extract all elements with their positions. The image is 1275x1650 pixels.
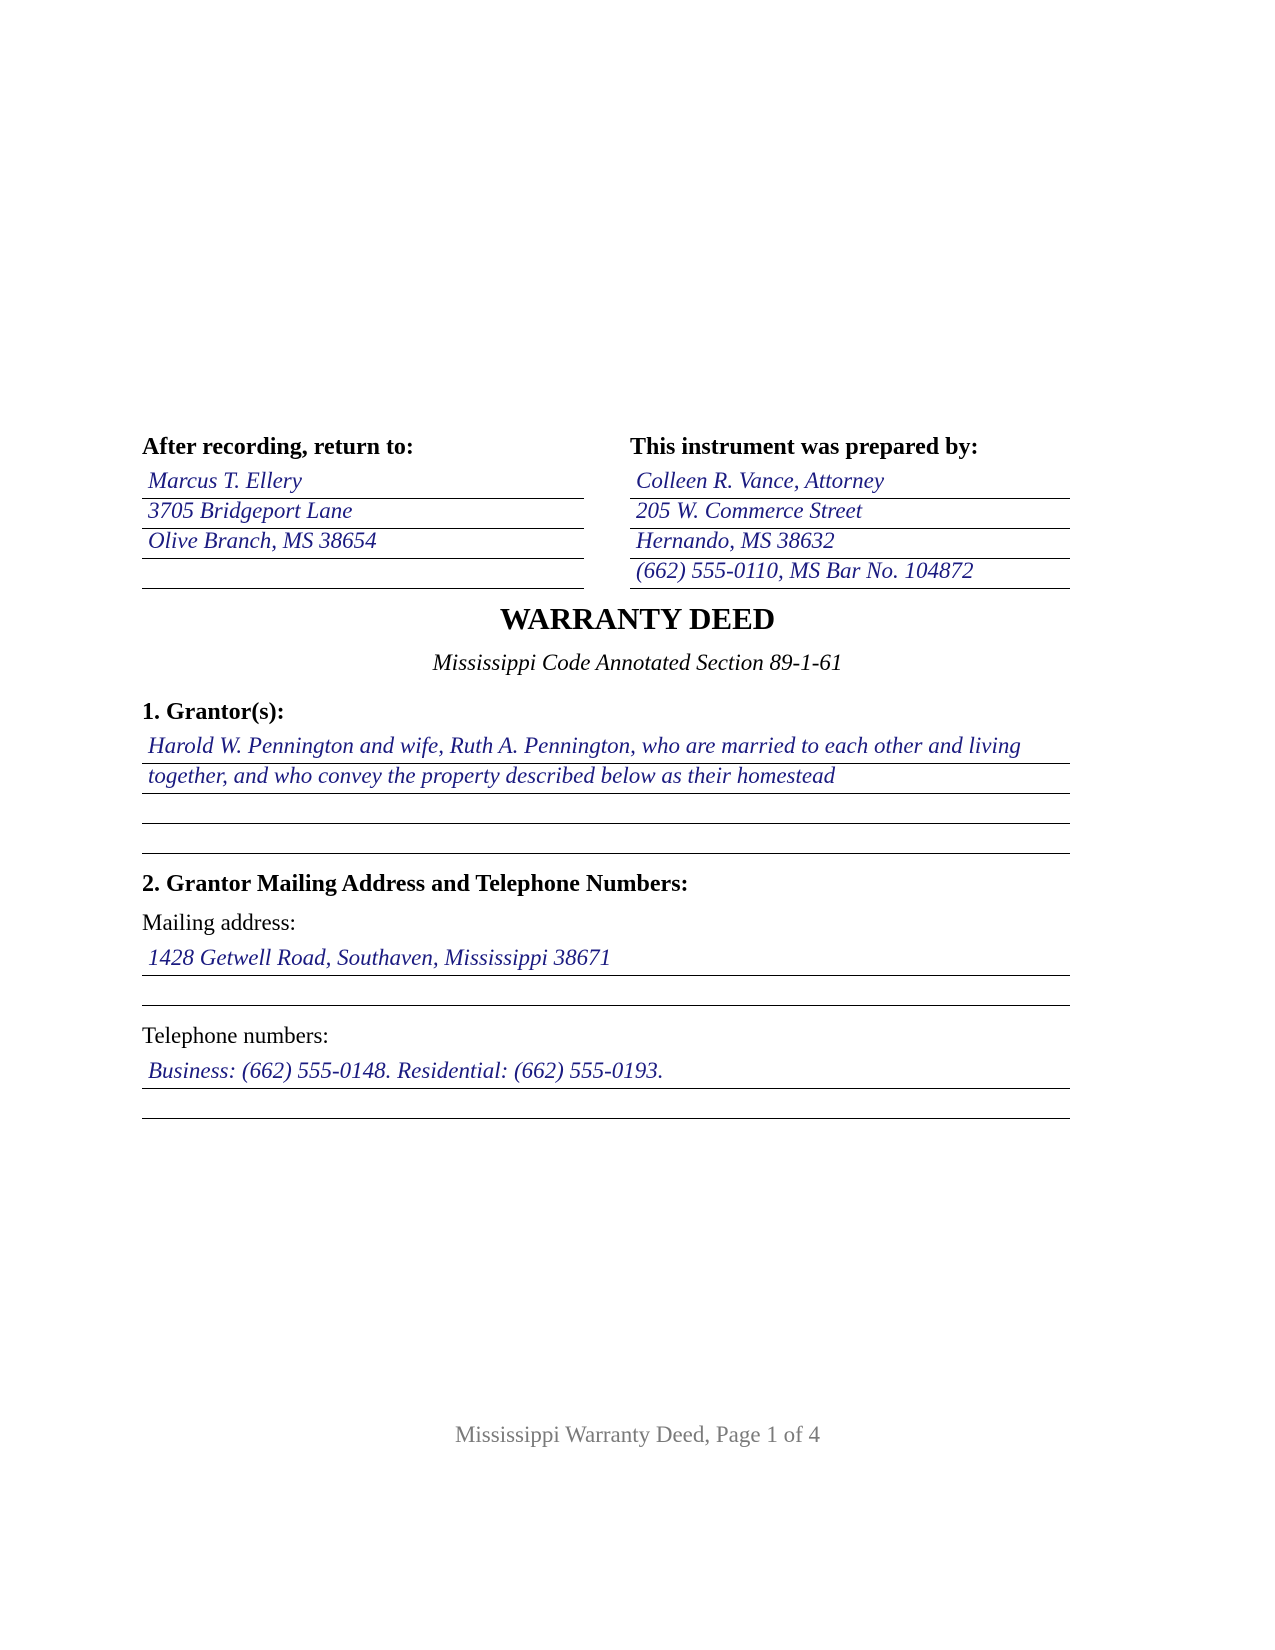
mailing-address-text: 1428 Getwell Road, Southaven, Mississippi 38671 <box>148 945 612 970</box>
return-to-heading: After recording, return to: <box>142 434 414 460</box>
return-to-line-3[interactable] <box>142 529 584 559</box>
grantor-line-1[interactable] <box>142 734 1070 764</box>
prepared-by-line-4[interactable] <box>630 559 1070 589</box>
grantor-text-1: Harold W. Pennington and wife, Ruth A. Pennington, who are married to each other and living <box>148 733 1021 758</box>
mailing-address-line-2[interactable] <box>142 976 1070 1006</box>
grantor-line-4[interactable] <box>142 824 1070 854</box>
mailing-address-label: Mailing address: <box>142 910 296 935</box>
page-footer: Mississippi Warranty Deed, Page 1 of 4 <box>454 1422 821 1447</box>
return-to-street: 3705 Bridgeport Lane <box>148 498 353 523</box>
return-to-line-2[interactable] <box>142 499 584 529</box>
document-title: WARRANTY DEED <box>499 601 776 636</box>
grantor-line-3[interactable] <box>142 794 1070 824</box>
telephone-line-1[interactable] <box>142 1059 1070 1089</box>
preparer-phone-bar: (662) 555-0110, MS Bar No. 104872 <box>636 558 974 583</box>
prepared-by-line-2[interactable] <box>630 499 1070 529</box>
telephone-line-2[interactable] <box>142 1089 1070 1119</box>
prepared-by-heading: This instrument was prepared by: <box>630 434 979 460</box>
grantor-text-2: together, and who convey the property described below as their homestead <box>148 763 836 788</box>
return-to-city: Olive Branch, MS 38654 <box>148 528 377 553</box>
preparer-street: 205 W. Commerce Street <box>636 498 863 523</box>
prepared-by-line-1[interactable] <box>630 469 1070 499</box>
telephone-text: Business: (662) 555-0148. Residential: (662) 555-0193. <box>148 1058 664 1083</box>
grantor-line-2[interactable] <box>142 764 1070 794</box>
grantor-heading: 1. Grantor(s): <box>142 699 285 725</box>
return-to-line-1[interactable] <box>142 469 584 499</box>
preparer-city: Hernando, MS 38632 <box>636 528 835 553</box>
grantor-contact-heading: 2. Grantor Mailing Address and Telephone Numbers: <box>142 871 689 897</box>
preparer-name: Colleen R. Vance, Attorney <box>636 468 885 493</box>
prepared-by-line-3[interactable] <box>630 529 1070 559</box>
mailing-address-line-1[interactable] <box>142 946 1070 976</box>
telephone-label: Telephone numbers: <box>142 1023 329 1048</box>
return-to-name: Marcus T. Ellery <box>148 468 302 493</box>
document-subtitle: Mississippi Code Annotated Section 89-1-61 <box>432 650 843 675</box>
return-to-line-4[interactable] <box>142 559 584 589</box>
